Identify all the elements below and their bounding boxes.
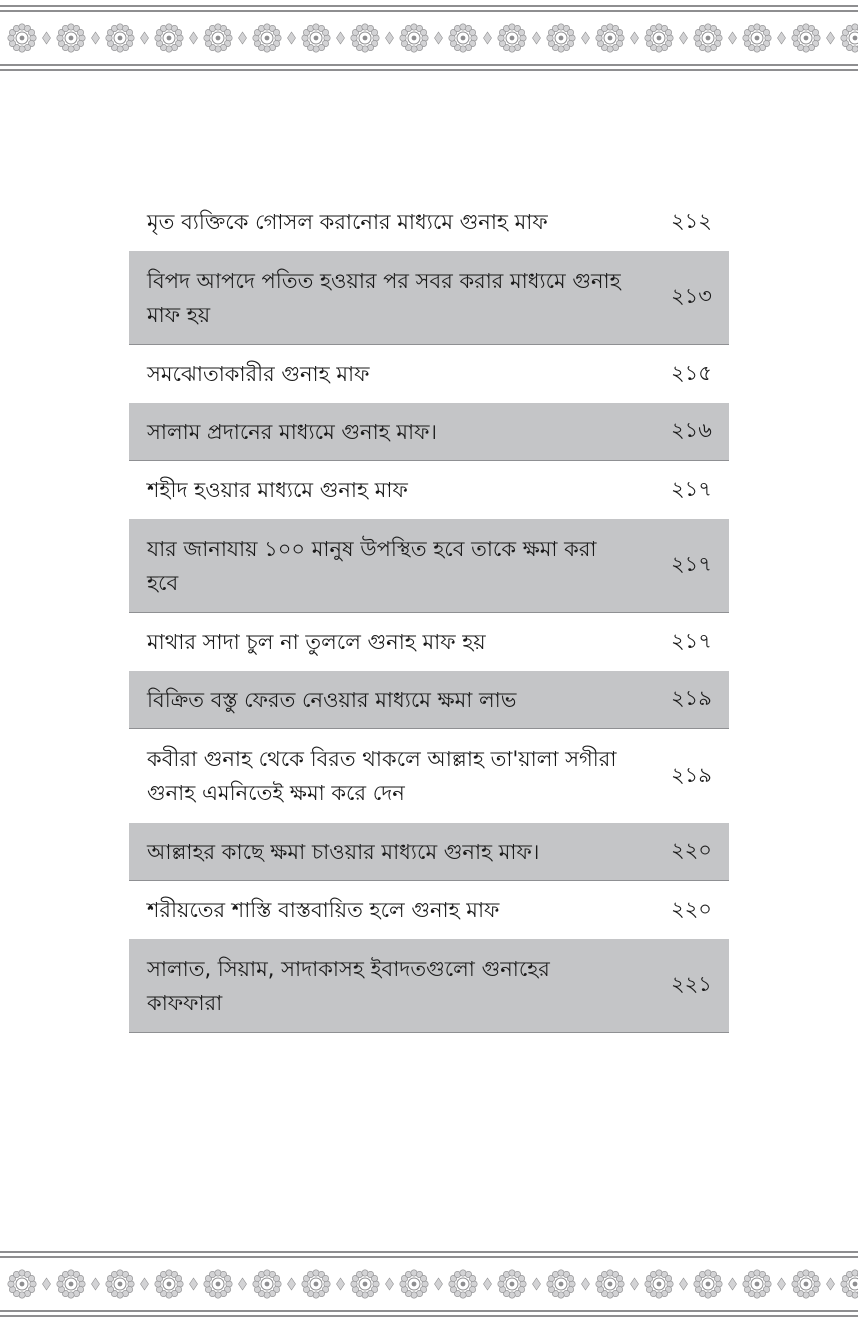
- toc-entry-title: কবীরা গুনাহ থেকে বিরত থাকলে আল্লাহ তা'য়ালা সগীরা গুনাহ এমনিতেই ক্ষমা করে দেন: [147, 747, 617, 805]
- diamond-ornament: [288, 1278, 296, 1290]
- toc-entry-title: মাথার সাদা চুল না তুললে গুনাহ মাফ হয়: [147, 630, 486, 654]
- toc-page-number: ২১৭: [671, 476, 712, 501]
- diamond-ornament: [533, 1278, 541, 1290]
- flower-ornament: [155, 1270, 183, 1298]
- flower-ornament: [596, 1270, 624, 1298]
- flower-ornament: [449, 24, 477, 52]
- flower-ornament: [400, 1270, 428, 1298]
- diamond-ornament: [43, 1278, 51, 1290]
- flower-ornament: [792, 1270, 820, 1298]
- toc-entry-title: যার জানাযায় ১০০ মানুষ উপস্থিত হবে তাকে ক্ষমা করা হবে: [147, 536, 597, 595]
- diamond-ornament: [680, 1278, 688, 1290]
- diamond-ornament: [435, 32, 443, 44]
- diamond-ornament: [484, 1278, 492, 1290]
- flower-ornament: [253, 24, 281, 52]
- diamond-ornament: [337, 1278, 345, 1290]
- toc-page-number: ২১৯: [671, 762, 712, 787]
- flower-ornament: [596, 24, 624, 52]
- flower-ornament: [253, 1270, 281, 1298]
- toc-entry-title: আল্লাহর কাছে ক্ষমা চাওয়ার মাধ্যমে গুনাহ মাফ।: [147, 839, 540, 864]
- bottom-ornamental-border: [0, 1246, 858, 1322]
- flower-ornament: [841, 24, 858, 52]
- diamond-ornament: [141, 1278, 149, 1290]
- toc-page-number: ২১৫: [671, 360, 712, 385]
- flower-ornament: [302, 24, 330, 52]
- flower-ornament: [204, 1270, 232, 1298]
- flower-ornament: [498, 24, 526, 52]
- toc-entry-title: সমঝোতাকারীর গুনাহ মাফ: [147, 362, 370, 386]
- diamond-ornament: [778, 32, 786, 44]
- toc-page-number: ২২০: [671, 896, 712, 921]
- diamond-ornament: [484, 32, 492, 44]
- flower-ornament: [645, 1270, 673, 1298]
- toc-page-number: ২১৩: [671, 284, 712, 308]
- diamond-ornament: [239, 32, 247, 44]
- flower-ornament: [547, 24, 575, 52]
- table-of-contents: [129, 193, 729, 1033]
- toc-entry-title: বিক্রিত বস্তু ফেরত নেওয়ার মাধ্যমে ক্ষমা লাভ: [147, 687, 517, 712]
- toc-row[interactable]: [129, 251, 729, 345]
- toc-row[interactable]: [129, 613, 729, 671]
- toc-entry-title: মৃত ব্যক্তিকে গোসল করানোর মাধ্যমে গুনাহ মাফ: [147, 210, 548, 234]
- diamond-ornament: [386, 1278, 394, 1290]
- diamond-ornament: [631, 32, 639, 44]
- flower-ornament: [743, 24, 771, 52]
- diamond-ornament: [435, 1278, 443, 1290]
- flower-ornament: [792, 24, 820, 52]
- flower-ornament: [57, 24, 85, 52]
- flower-ornament: [155, 24, 183, 52]
- diamond-ornament: [92, 32, 100, 44]
- diamond-ornament: [827, 32, 835, 44]
- flower-ornament: [498, 1270, 526, 1298]
- flower-ornament: [8, 24, 36, 52]
- toc-page-number: ২২১: [671, 972, 712, 996]
- toc-page-number: ২২০: [671, 838, 712, 862]
- flower-ornament: [351, 1270, 379, 1298]
- toc-row[interactable]: [129, 345, 729, 403]
- diamond-ornament: [288, 32, 296, 44]
- toc-page-number: ২১৭: [671, 552, 712, 576]
- diamond-ornament: [190, 1278, 198, 1290]
- diamond-ornament: [43, 32, 51, 44]
- flower-ornament: [547, 1270, 575, 1298]
- flower-ornament: [694, 24, 722, 52]
- diamond-ornament: [631, 1278, 639, 1290]
- flower-ornament: [57, 1270, 85, 1298]
- toc-row[interactable]: [129, 403, 729, 461]
- floral-border-icon: [0, 1246, 858, 1322]
- toc-row[interactable]: [129, 729, 729, 823]
- flower-ornament: [204, 24, 232, 52]
- toc-row[interactable]: [129, 519, 729, 613]
- diamond-ornament: [582, 32, 590, 44]
- toc-entry-title: বিপদ আপদে পতিত হওয়ার পর সবর করার মাধ্যমে গুনাহ মাফ হয়: [147, 268, 621, 327]
- flower-ornament: [8, 1270, 36, 1298]
- diamond-ornament: [92, 1278, 100, 1290]
- toc-row[interactable]: [129, 671, 729, 729]
- diamond-ornament: [680, 32, 688, 44]
- diamond-ornament: [239, 1278, 247, 1290]
- toc-page-number: ২১৬: [671, 418, 712, 442]
- flower-ornament: [743, 1270, 771, 1298]
- diamond-ornament: [533, 32, 541, 44]
- top-ornamental-border: [0, 0, 858, 76]
- flower-ornament: [645, 24, 673, 52]
- diamond-ornament: [190, 32, 198, 44]
- flower-ornament: [302, 1270, 330, 1298]
- toc-entry-title: শরীয়তের শাস্তি বাস্তবায়িত হলে গুনাহ মাফ: [147, 898, 500, 922]
- toc-page-number: ২১৭: [671, 628, 712, 653]
- diamond-ornament: [729, 32, 737, 44]
- flower-ornament: [449, 1270, 477, 1298]
- flower-ornament: [106, 1270, 134, 1298]
- toc-row[interactable]: [129, 823, 729, 881]
- toc-entry-title: শহীদ হওয়ার মাধ্যমে গুনাহ মাফ: [147, 478, 408, 502]
- toc-row[interactable]: [129, 193, 729, 251]
- floral-border-icon: [0, 0, 858, 76]
- toc-row[interactable]: [129, 881, 729, 939]
- flower-ornament: [351, 24, 379, 52]
- toc-page-number: ২১৯: [671, 686, 712, 710]
- diamond-ornament: [729, 1278, 737, 1290]
- flower-ornament: [400, 24, 428, 52]
- toc-row[interactable]: [129, 461, 729, 519]
- flower-ornament: [841, 1270, 858, 1298]
- diamond-ornament: [827, 1278, 835, 1290]
- flower-ornament: [694, 1270, 722, 1298]
- flower-ornament: [106, 24, 134, 52]
- toc-row[interactable]: [129, 939, 729, 1033]
- toc-entry-title: সালাত, সিয়াম, সাদাকাসহ ইবাদতগুলো গুনাহের কাফফারা: [147, 956, 550, 1015]
- diamond-ornament: [337, 32, 345, 44]
- toc-page-number: ২১২: [671, 208, 712, 233]
- diamond-ornament: [141, 32, 149, 44]
- diamond-ornament: [582, 1278, 590, 1290]
- diamond-ornament: [386, 32, 394, 44]
- toc-entry-title: সালাম প্রদানের মাধ্যমে গুনাহ মাফ।: [147, 419, 437, 444]
- diamond-ornament: [778, 1278, 786, 1290]
